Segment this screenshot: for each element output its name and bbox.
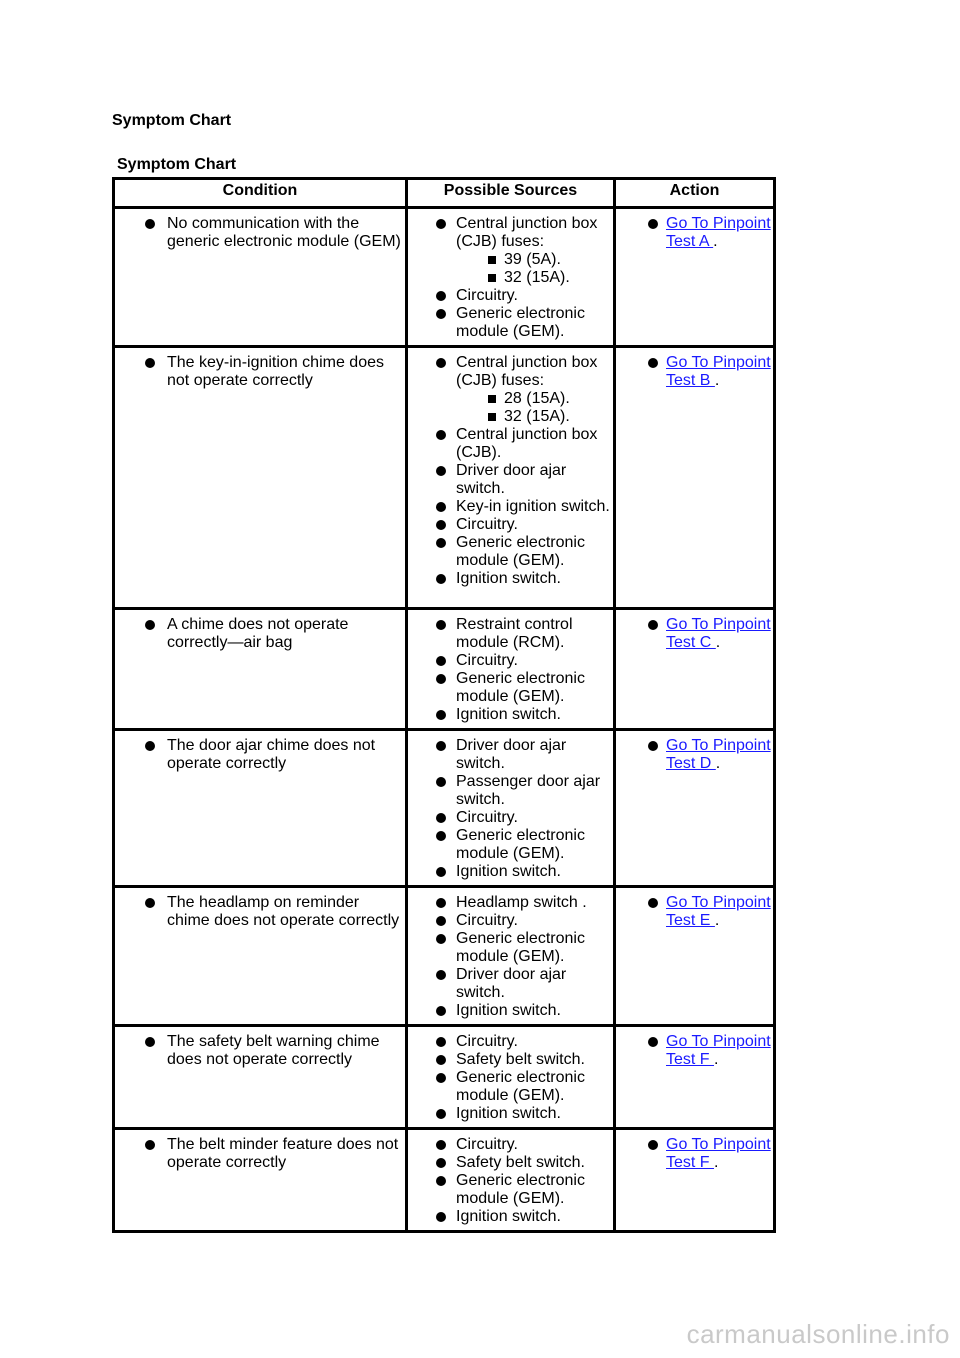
source-text: Generic electronic module (GEM). <box>456 827 585 862</box>
condition-cell <box>114 730 407 887</box>
bullet-dot-icon <box>436 867 446 877</box>
fuse-list <box>456 251 611 287</box>
possible-sources-cell <box>407 887 615 1026</box>
source-item <box>408 1172 613 1208</box>
source-item <box>408 1002 613 1020</box>
bullet-dot-icon <box>145 219 155 229</box>
action-list <box>616 737 773 773</box>
source-text: Circuitry. <box>456 1033 518 1050</box>
square-bullet-icon <box>488 256 496 264</box>
possible-sources-cell <box>407 1026 615 1129</box>
sources-list <box>408 737 613 881</box>
bullet-dot-icon <box>436 970 446 980</box>
condition-item <box>115 215 405 251</box>
action-item <box>616 1136 773 1172</box>
action-list <box>616 1033 773 1069</box>
pinpoint-test-link[interactable]: Go To Pinpoint Test F <box>666 1136 771 1171</box>
bullet-dot-icon <box>436 358 446 368</box>
source-text: Restraint control module (RCM). <box>456 616 573 651</box>
bullet-dot-icon <box>648 358 658 368</box>
action-suffix: . <box>714 912 720 929</box>
condition-text: A chime does not operate correctly—air bag <box>167 616 349 651</box>
action-item <box>616 354 773 390</box>
bullet-dot-icon <box>436 309 446 319</box>
pinpoint-test-link[interactable]: Go To Pinpoint Test E <box>666 894 771 929</box>
sources-list <box>408 354 613 588</box>
condition-list <box>115 215 405 251</box>
bullet-dot-icon <box>436 291 446 301</box>
table-row <box>114 1026 775 1129</box>
source-text: Circuitry. <box>456 516 518 533</box>
bullet-dot-icon <box>436 656 446 666</box>
source-text: Ignition switch. <box>456 1002 561 1019</box>
page-title: Symptom Chart <box>112 112 232 129</box>
source-item <box>408 966 613 1002</box>
condition-text: The headlamp on reminder chime does not operate correctly <box>167 894 400 929</box>
square-bullet-icon <box>488 274 496 282</box>
bullet-dot-icon <box>145 1140 155 1150</box>
bullet-dot-icon <box>436 1073 446 1083</box>
source-item <box>408 773 613 809</box>
pinpoint-test-link[interactable]: Go To Pinpoint Test F <box>666 1033 771 1068</box>
pinpoint-test-link[interactable]: Go To Pinpoint Test A <box>666 215 771 250</box>
source-text: Generic electronic module (GEM). <box>456 930 585 965</box>
condition-cell <box>114 347 407 609</box>
source-text: Circuitry. <box>456 809 518 826</box>
condition-item <box>115 616 405 652</box>
bullet-dot-icon <box>436 710 446 720</box>
table-header-row <box>114 179 775 208</box>
source-text: Driver door ajar switch. <box>456 966 567 1001</box>
condition-list <box>115 616 405 652</box>
bullet-dot-icon <box>648 898 658 908</box>
action-cell <box>615 1129 775 1232</box>
bullet-dot-icon <box>436 1212 446 1222</box>
table-row <box>114 609 775 730</box>
bullet-dot-icon <box>436 1109 446 1119</box>
source-text: Circuitry. <box>456 287 518 304</box>
source-text: Generic electronic module (GEM). <box>456 1172 585 1207</box>
source-item <box>408 1051 613 1069</box>
source-text: Driver door ajar switch. <box>456 462 567 497</box>
source-text: Circuitry. <box>456 1136 518 1153</box>
bullet-dot-icon <box>436 898 446 908</box>
source-item <box>408 1208 613 1226</box>
source-text: Ignition switch. <box>456 863 561 880</box>
possible-sources-cell <box>407 347 615 609</box>
action-cell <box>615 208 775 347</box>
action-list <box>616 1136 773 1172</box>
bullet-dot-icon <box>648 620 658 630</box>
bullet-dot-icon <box>436 934 446 944</box>
table-row <box>114 730 775 887</box>
source-item <box>408 616 613 652</box>
pinpoint-test-link[interactable]: Go To Pinpoint Test B <box>666 354 771 389</box>
action-suffix: . <box>713 233 718 250</box>
bullet-dot-icon <box>436 1006 446 1016</box>
source-text: Central junction box (CJB) fuses: <box>456 215 598 250</box>
source-text: Ignition switch. <box>456 1208 561 1225</box>
table-row <box>114 1129 775 1232</box>
fuse-item <box>456 390 611 408</box>
source-item <box>408 930 613 966</box>
condition-item <box>115 1136 405 1172</box>
action-cell <box>615 887 775 1026</box>
bullet-dot-icon <box>436 777 446 787</box>
source-text: Generic electronic module (GEM). <box>456 1069 585 1104</box>
sources-list <box>408 616 613 724</box>
source-text: Ignition switch. <box>456 1105 561 1122</box>
action-item <box>616 215 773 251</box>
source-text: Circuitry. <box>456 652 518 669</box>
action-list <box>616 616 773 652</box>
square-bullet-icon <box>488 413 496 421</box>
source-item <box>408 827 613 863</box>
source-text: Circuitry. <box>456 912 518 929</box>
source-item <box>408 462 613 498</box>
source-item <box>408 737 613 773</box>
bullet-dot-icon <box>436 813 446 823</box>
condition-text: The door ajar chime does not operate correctly <box>167 737 376 772</box>
source-text: Central junction box (CJB). <box>456 426 598 461</box>
fuse-item <box>456 251 611 269</box>
bullet-dot-icon <box>648 741 658 751</box>
table-body <box>114 208 775 1232</box>
bullet-dot-icon <box>145 898 155 908</box>
fuse-text: 32 (15A). <box>504 269 570 286</box>
bullet-dot-icon <box>436 502 446 512</box>
source-item <box>408 305 613 341</box>
fuse-list <box>456 390 611 426</box>
bullet-dot-icon <box>436 741 446 751</box>
possible-sources-cell <box>407 208 615 347</box>
bullet-dot-icon <box>145 358 155 368</box>
column-header-action: Action <box>615 179 775 208</box>
source-item <box>408 570 613 588</box>
bullet-dot-icon <box>436 1176 446 1186</box>
condition-list <box>115 1136 405 1172</box>
source-item <box>408 426 613 462</box>
source-text: Driver door ajar switch. <box>456 737 567 772</box>
source-text: Headlamp switch . <box>456 894 587 911</box>
bullet-dot-icon <box>436 674 446 684</box>
column-header-condition: Condition <box>114 179 407 208</box>
condition-text: The belt minder feature does not operate correctly <box>167 1136 399 1171</box>
source-item <box>408 516 613 534</box>
source-item <box>408 498 613 516</box>
bullet-dot-icon <box>145 620 155 630</box>
bullet-dot-icon <box>145 1037 155 1047</box>
condition-cell <box>114 208 407 347</box>
action-list <box>616 894 773 930</box>
bullet-dot-icon <box>648 1037 658 1047</box>
source-item <box>408 1154 613 1172</box>
source-text: Ignition switch. <box>456 706 561 723</box>
condition-item <box>115 354 405 390</box>
source-text: Ignition switch. <box>456 570 561 587</box>
source-item <box>408 1136 613 1154</box>
bullet-dot-icon <box>436 466 446 476</box>
sources-list <box>408 894 613 1020</box>
source-item <box>408 354 613 426</box>
source-item <box>408 1033 613 1051</box>
source-text: Generic electronic module (GEM). <box>456 305 585 340</box>
condition-item <box>115 737 405 773</box>
action-suffix: . <box>714 1154 719 1171</box>
column-header-possible-sources: Possible Sources <box>407 179 615 208</box>
source-text: Generic electronic module (GEM). <box>456 670 585 705</box>
table-row <box>114 208 775 347</box>
action-cell <box>615 347 775 609</box>
pinpoint-test-link[interactable]: Go To Pinpoint Test D <box>666 737 771 772</box>
bullet-dot-icon <box>436 1158 446 1168</box>
source-text: Safety belt switch. <box>456 1051 585 1068</box>
source-text: Safety belt switch. <box>456 1154 585 1171</box>
bullet-dot-icon <box>436 430 446 440</box>
action-item <box>616 894 773 930</box>
symptom-chart-table <box>112 177 776 1233</box>
action-suffix: . <box>715 755 721 772</box>
condition-text: The safety belt warning chime does not operate correctly <box>167 1033 380 1068</box>
bullet-dot-icon <box>436 831 446 841</box>
action-suffix: . <box>714 372 720 389</box>
source-text: Central junction box (CJB) fuses: <box>456 354 598 389</box>
condition-cell <box>114 1026 407 1129</box>
condition-list <box>115 894 405 930</box>
bullet-dot-icon <box>648 1140 658 1150</box>
source-item <box>408 287 613 305</box>
table-row <box>114 887 775 1026</box>
action-cell <box>615 609 775 730</box>
condition-text: No communication with the generic electronic module (GEM) <box>167 215 401 250</box>
action-list <box>616 215 773 251</box>
action-suffix: . <box>714 1051 719 1068</box>
condition-list <box>115 1033 405 1069</box>
fuse-text: 32 (15A). <box>504 408 570 425</box>
condition-list <box>115 737 405 773</box>
source-item <box>408 1105 613 1123</box>
action-cell <box>615 1026 775 1129</box>
source-item <box>408 706 613 724</box>
bullet-dot-icon <box>436 520 446 530</box>
action-item <box>616 737 773 773</box>
bullet-dot-icon <box>145 741 155 751</box>
condition-cell <box>114 1129 407 1232</box>
source-text: Generic electronic module (GEM). <box>456 534 585 569</box>
fuse-item <box>456 408 611 426</box>
sources-list <box>408 1136 613 1226</box>
table-row <box>114 347 775 609</box>
bullet-dot-icon <box>436 916 446 926</box>
bullet-dot-icon <box>436 1055 446 1065</box>
action-suffix: . <box>715 634 721 651</box>
possible-sources-cell <box>407 730 615 887</box>
source-item <box>408 215 613 287</box>
bullet-dot-icon <box>436 1140 446 1150</box>
possible-sources-cell <box>407 609 615 730</box>
source-item <box>408 912 613 930</box>
possible-sources-cell <box>407 1129 615 1232</box>
action-cell <box>615 730 775 887</box>
source-item <box>408 534 613 570</box>
source-item <box>408 652 613 670</box>
source-item <box>408 809 613 827</box>
bullet-dot-icon <box>436 1037 446 1047</box>
sources-list <box>408 215 613 341</box>
condition-item <box>115 894 405 930</box>
source-text: Passenger door ajar switch. <box>456 773 601 808</box>
table-caption: Symptom Chart <box>117 156 237 173</box>
action-item <box>616 1033 773 1069</box>
condition-cell <box>114 609 407 730</box>
source-item <box>408 1069 613 1105</box>
action-item <box>616 616 773 652</box>
source-item <box>408 894 613 912</box>
condition-text: The key-in-ignition chime does not operate correctly <box>167 354 384 389</box>
source-text: Key-in ignition switch. <box>456 498 610 515</box>
square-bullet-icon <box>488 395 496 403</box>
pinpoint-test-link[interactable]: Go To Pinpoint Test C <box>666 616 771 651</box>
fuse-item <box>456 269 611 287</box>
bullet-dot-icon <box>436 538 446 548</box>
bullet-dot-icon <box>648 219 658 229</box>
sources-list <box>408 1033 613 1123</box>
action-list <box>616 354 773 390</box>
bullet-dot-icon <box>436 219 446 229</box>
bullet-dot-icon <box>436 574 446 584</box>
source-item <box>408 863 613 881</box>
condition-item <box>115 1033 405 1069</box>
condition-cell <box>114 887 407 1026</box>
fuse-text: 28 (15A). <box>504 390 570 407</box>
bullet-dot-icon <box>436 620 446 630</box>
fuse-text: 39 (5A). <box>504 251 561 268</box>
condition-list <box>115 354 405 390</box>
watermark: carmanualsonline.info <box>686 1319 950 1349</box>
source-item <box>408 670 613 706</box>
